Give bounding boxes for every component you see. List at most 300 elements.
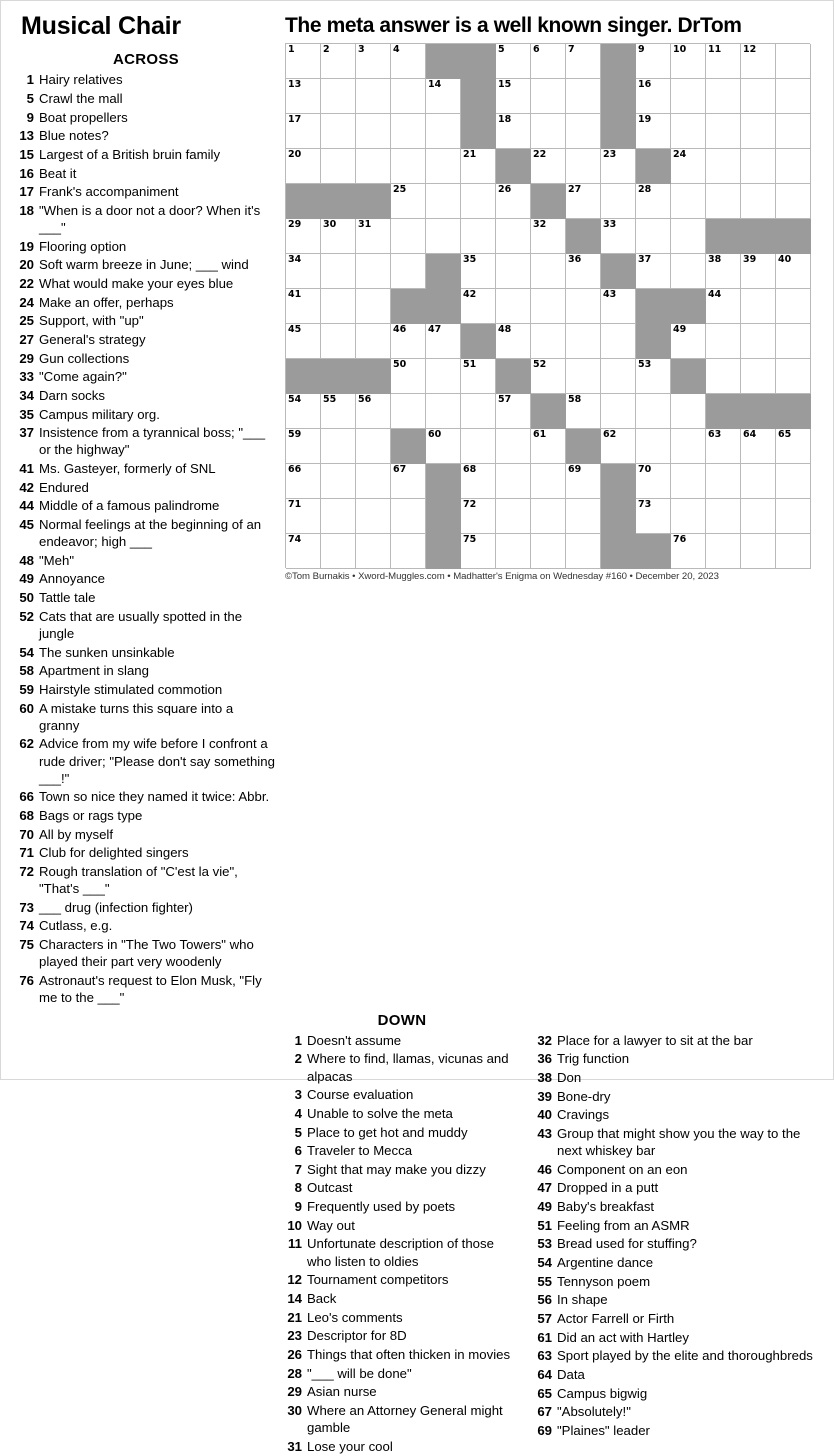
- grid-cell[interactable]: [286, 114, 321, 149]
- down-clue-item[interactable]: [533, 1347, 819, 1364]
- grid-cell[interactable]: [321, 534, 356, 569]
- grid-cell[interactable]: [426, 114, 461, 149]
- grid-cell[interactable]: [776, 324, 811, 359]
- across-clue-item[interactable]: [15, 331, 277, 348]
- across-clue-item[interactable]: [15, 936, 277, 970]
- across-clue-text: Advice from my wife before I confront a rude driver; "Please don't say something ___!": [39, 736, 275, 786]
- down-clue-item[interactable]: [533, 1032, 819, 1049]
- grid-cell[interactable]: [566, 289, 601, 324]
- grid-cell[interactable]: [531, 359, 566, 394]
- grid-cell[interactable]: [321, 429, 356, 464]
- down-clue-item[interactable]: [533, 1422, 819, 1439]
- down-clue-item[interactable]: [533, 1161, 819, 1178]
- grid-cell[interactable]: [356, 499, 391, 534]
- across-clue-item[interactable]: [15, 368, 277, 385]
- down-clue-item[interactable]: [533, 1217, 819, 1234]
- grid-cell-number: 47: [428, 324, 442, 336]
- grid-cell[interactable]: [601, 184, 636, 219]
- down-clue-item[interactable]: [533, 1198, 819, 1215]
- across-clue-item[interactable]: [15, 807, 277, 824]
- grid-cell[interactable]: [706, 254, 741, 289]
- down-clue-number: 65: [537, 1385, 552, 1401]
- grid-cell[interactable]: [636, 394, 671, 429]
- grid-cell[interactable]: [741, 254, 776, 289]
- grid-cell[interactable]: [636, 499, 671, 534]
- across-clue-item[interactable]: [15, 899, 277, 916]
- grid-cell[interactable]: [321, 289, 356, 324]
- grid-cell[interactable]: [321, 114, 356, 149]
- grid-cell[interactable]: [321, 324, 356, 359]
- grid-cell[interactable]: [356, 324, 391, 359]
- grid-cell[interactable]: [601, 149, 636, 184]
- grid-cell[interactable]: [426, 79, 461, 114]
- across-clue-item[interactable]: [15, 275, 277, 292]
- grid-cell[interactable]: [391, 499, 426, 534]
- grid-cell[interactable]: [461, 429, 496, 464]
- across-clue-item[interactable]: [15, 312, 277, 329]
- grid-cell[interactable]: [426, 394, 461, 429]
- grid-cell[interactable]: [776, 429, 811, 464]
- across-clue-item[interactable]: [15, 90, 277, 107]
- across-clue-item[interactable]: [15, 844, 277, 861]
- across-clue-number: 9: [26, 109, 34, 125]
- across-clue-text: All by myself: [39, 826, 114, 842]
- down-clue-text: Way out: [307, 1217, 355, 1233]
- grid-cell[interactable]: [321, 44, 356, 79]
- down-clue-item[interactable]: [283, 1365, 521, 1382]
- down-clue-number: 63: [537, 1348, 552, 1364]
- across-clue-item[interactable]: [15, 479, 277, 496]
- across-clue-item[interactable]: [15, 109, 277, 126]
- across-clue-item[interactable]: [15, 972, 277, 1006]
- grid-cell[interactable]: [356, 44, 391, 79]
- grid-cell[interactable]: [461, 464, 496, 499]
- grid-cell[interactable]: [496, 534, 531, 569]
- grid-cell[interactable]: [776, 149, 811, 184]
- grid-cell-number: 66: [288, 464, 302, 476]
- grid-cell[interactable]: [356, 219, 391, 254]
- across-clue-item[interactable]: [15, 917, 277, 934]
- grid-cell[interactable]: [671, 79, 706, 114]
- down-clue-item[interactable]: [283, 1438, 521, 1455]
- grid-cell[interactable]: [496, 79, 531, 114]
- grid-cell[interactable]: [671, 534, 706, 569]
- down-clue-item[interactable]: [533, 1310, 819, 1327]
- grid-cell[interactable]: [426, 184, 461, 219]
- down-clue-item[interactable]: [283, 1309, 521, 1326]
- across-clue-item[interactable]: [15, 387, 277, 404]
- grid-cell[interactable]: [531, 114, 566, 149]
- down-clue-text: Feeling from an ASMR: [557, 1217, 690, 1233]
- grid-cell[interactable]: [776, 44, 811, 79]
- grid-block-cell: [601, 464, 636, 499]
- grid-cell[interactable]: [531, 429, 566, 464]
- down-clue-item[interactable]: [283, 1105, 521, 1122]
- grid-cell[interactable]: [321, 394, 356, 429]
- grid-cell[interactable]: [391, 464, 426, 499]
- down-clue-item[interactable]: [533, 1069, 819, 1086]
- grid-cell[interactable]: [496, 44, 531, 79]
- grid-cell-number: 35: [463, 254, 477, 266]
- down-clue-number: 69: [537, 1423, 552, 1438]
- grid-cell[interactable]: [426, 149, 461, 184]
- down-clue-item[interactable]: [533, 1088, 819, 1105]
- down-clue-item[interactable]: [533, 1329, 819, 1346]
- grid-cell[interactable]: [741, 149, 776, 184]
- grid-cell[interactable]: [391, 149, 426, 184]
- grid-cell[interactable]: [426, 324, 461, 359]
- grid-cell[interactable]: [426, 219, 461, 254]
- grid-cell[interactable]: [741, 429, 776, 464]
- grid-cell[interactable]: [601, 219, 636, 254]
- grid-cell[interactable]: [566, 499, 601, 534]
- grid-cell-number: 75: [463, 534, 477, 546]
- across-clue-number: 29: [19, 350, 34, 366]
- grid-cell[interactable]: [321, 464, 356, 499]
- across-clue-number: 66: [19, 789, 34, 805]
- grid-cell[interactable]: [356, 464, 391, 499]
- grid-cell[interactable]: [531, 324, 566, 359]
- grid-cell[interactable]: [286, 429, 321, 464]
- grid-cell[interactable]: [496, 429, 531, 464]
- grid-cell[interactable]: [636, 464, 671, 499]
- grid-cell[interactable]: [776, 184, 811, 219]
- grid-cell[interactable]: [286, 499, 321, 534]
- grid-cell[interactable]: [391, 324, 426, 359]
- across-clue-item[interactable]: [15, 788, 277, 805]
- grid-cell[interactable]: [671, 429, 706, 464]
- grid-cell[interactable]: [706, 534, 741, 569]
- across-clue-item[interactable]: [15, 202, 277, 236]
- grid-cell[interactable]: [741, 184, 776, 219]
- grid-cell[interactable]: [321, 219, 356, 254]
- across-clue-number: 75: [19, 937, 34, 953]
- down-clue-item[interactable]: [283, 1179, 521, 1196]
- grid-cell[interactable]: [391, 394, 426, 429]
- grid-cell[interactable]: [636, 254, 671, 289]
- down-clue-item[interactable]: [283, 1383, 521, 1400]
- grid-cell[interactable]: [286, 324, 321, 359]
- down-clue-item[interactable]: [283, 1086, 521, 1103]
- grid-cell[interactable]: [531, 149, 566, 184]
- grid-cell[interactable]: [496, 289, 531, 324]
- grid-cell[interactable]: [671, 149, 706, 184]
- grid-cell[interactable]: [566, 184, 601, 219]
- down-clue-item[interactable]: [533, 1366, 819, 1383]
- grid-cell[interactable]: [566, 254, 601, 289]
- grid-cell[interactable]: [286, 394, 321, 429]
- grid-cell[interactable]: [636, 219, 671, 254]
- grid-cell-number: 56: [358, 394, 372, 406]
- grid-cell[interactable]: [741, 79, 776, 114]
- grid-cell[interactable]: [321, 254, 356, 289]
- grid-cell[interactable]: [356, 114, 391, 149]
- grid-cell[interactable]: [776, 359, 811, 394]
- down-clue-text: Leo's comments: [307, 1309, 403, 1325]
- grid-cell[interactable]: [776, 534, 811, 569]
- down-clue-item[interactable]: [283, 1217, 521, 1234]
- grid-cell[interactable]: [496, 324, 531, 359]
- grid-cell[interactable]: [566, 324, 601, 359]
- across-clue-item[interactable]: [15, 256, 277, 273]
- grid-cell[interactable]: [776, 254, 811, 289]
- down-clue-item[interactable]: [283, 1402, 521, 1436]
- grid-block-cell: [461, 324, 496, 359]
- grid-cell[interactable]: [741, 499, 776, 534]
- grid-cell[interactable]: [706, 114, 741, 149]
- down-clue-number: 7: [294, 1161, 302, 1177]
- grid-cell[interactable]: [391, 44, 426, 79]
- grid-cell-number: 51: [463, 359, 477, 371]
- crossword-grid[interactable]: [285, 43, 810, 568]
- grid-cell[interactable]: [671, 254, 706, 289]
- grid-cell[interactable]: [566, 394, 601, 429]
- down-clue-item[interactable]: [283, 1161, 521, 1178]
- down-clue-item[interactable]: [283, 1198, 521, 1215]
- grid-cell[interactable]: [496, 499, 531, 534]
- across-clue-item[interactable]: [15, 662, 277, 679]
- across-clue-item[interactable]: [15, 552, 277, 569]
- grid-cell[interactable]: [461, 184, 496, 219]
- grid-cell[interactable]: [741, 289, 776, 324]
- down-clue-item[interactable]: [533, 1291, 819, 1308]
- grid-cell[interactable]: [321, 149, 356, 184]
- across-clue-item[interactable]: [15, 516, 277, 550]
- across-clue-item[interactable]: [15, 71, 277, 88]
- across-clue-text: Insistence from a tyrannical boss; "___ or the highway": [39, 425, 266, 458]
- grid-cell[interactable]: [601, 289, 636, 324]
- across-clue-item[interactable]: [15, 700, 277, 734]
- grid-cell[interactable]: [286, 219, 321, 254]
- grid-cell[interactable]: [776, 499, 811, 534]
- grid-cell[interactable]: [461, 289, 496, 324]
- down-clue-item[interactable]: [283, 1271, 521, 1288]
- grid-cell[interactable]: [671, 44, 706, 79]
- grid-cell[interactable]: [671, 184, 706, 219]
- grid-cell[interactable]: [706, 499, 741, 534]
- grid-cell[interactable]: [636, 429, 671, 464]
- grid-cell[interactable]: [741, 464, 776, 499]
- across-clue-item[interactable]: [15, 165, 277, 182]
- grid-cell[interactable]: [496, 219, 531, 254]
- grid-cell[interactable]: [321, 79, 356, 114]
- grid-cell[interactable]: [356, 79, 391, 114]
- across-clue-item[interactable]: [15, 294, 277, 311]
- across-clue-text: "Come again?": [39, 369, 127, 385]
- grid-cell[interactable]: [286, 534, 321, 569]
- across-clue-item[interactable]: [15, 406, 277, 423]
- grid-cell[interactable]: [706, 429, 741, 464]
- grid-cell[interactable]: [636, 79, 671, 114]
- down-clue-item[interactable]: [283, 1346, 521, 1363]
- grid-cell[interactable]: [671, 394, 706, 429]
- grid-cell[interactable]: [356, 149, 391, 184]
- grid-cell[interactable]: [566, 359, 601, 394]
- across-clue-item[interactable]: [15, 127, 277, 144]
- grid-cell[interactable]: [566, 79, 601, 114]
- grid-cell[interactable]: [391, 79, 426, 114]
- across-clue-item[interactable]: [15, 863, 277, 897]
- down-clue-item[interactable]: [283, 1124, 521, 1141]
- across-clue-item[interactable]: [15, 608, 277, 642]
- across-clue-item[interactable]: [15, 570, 277, 587]
- grid-cell[interactable]: [776, 464, 811, 499]
- grid-cell-number: 21: [463, 149, 477, 161]
- grid-cell[interactable]: [461, 394, 496, 429]
- grid-cell[interactable]: [531, 219, 566, 254]
- grid-cell[interactable]: [356, 289, 391, 324]
- down-clue-item[interactable]: [283, 1032, 521, 1049]
- grid-cell[interactable]: [531, 79, 566, 114]
- down-clue-item[interactable]: [533, 1050, 819, 1067]
- across-clue-item[interactable]: [15, 424, 277, 458]
- grid-cell[interactable]: [601, 394, 636, 429]
- grid-cell-number: 33: [603, 219, 617, 231]
- grid-cell[interactable]: [601, 324, 636, 359]
- grid-cell[interactable]: [286, 149, 321, 184]
- down-clue-number: 32: [537, 1032, 552, 1048]
- grid-cell[interactable]: [741, 359, 776, 394]
- grid-cell[interactable]: [776, 79, 811, 114]
- down-clue-number: 31: [287, 1438, 302, 1454]
- down-clue-item[interactable]: [283, 1142, 521, 1159]
- down-clue-item[interactable]: [533, 1125, 819, 1159]
- down-clue-number: 43: [537, 1126, 552, 1141]
- grid-cell[interactable]: [741, 324, 776, 359]
- across-clue-item[interactable]: [15, 826, 277, 843]
- grid-cell[interactable]: [461, 254, 496, 289]
- grid-cell[interactable]: [496, 114, 531, 149]
- grid-cell[interactable]: [531, 499, 566, 534]
- grid-cell[interactable]: [706, 44, 741, 79]
- grid-cell[interactable]: [706, 359, 741, 394]
- grid-cell[interactable]: [356, 394, 391, 429]
- down-clue-item[interactable]: [283, 1327, 521, 1344]
- grid-cell[interactable]: [496, 184, 531, 219]
- grid-cell[interactable]: [776, 289, 811, 324]
- grid-cell[interactable]: [391, 359, 426, 394]
- across-clue-item[interactable]: [15, 644, 277, 661]
- across-clue-item[interactable]: [15, 681, 277, 698]
- grid-cell[interactable]: [391, 219, 426, 254]
- grid-cell[interactable]: [671, 114, 706, 149]
- grid-block-cell: [671, 359, 706, 394]
- across-clue-number: 45: [19, 517, 34, 532]
- grid-cell[interactable]: [531, 464, 566, 499]
- grid-cell[interactable]: [461, 149, 496, 184]
- grid-cell[interactable]: [496, 394, 531, 429]
- grid-cell[interactable]: [741, 114, 776, 149]
- grid-cell[interactable]: [286, 464, 321, 499]
- down-clue-item[interactable]: [533, 1106, 819, 1123]
- grid-cell[interactable]: [741, 534, 776, 569]
- down-clue-item[interactable]: [283, 1235, 521, 1269]
- grid-cell[interactable]: [286, 44, 321, 79]
- grid-cell[interactable]: [671, 499, 706, 534]
- grid-cell[interactable]: [671, 324, 706, 359]
- grid-cell[interactable]: [391, 534, 426, 569]
- down-clue-text: Bone-dry: [557, 1088, 611, 1104]
- grid-cell[interactable]: [706, 289, 741, 324]
- grid-cell[interactable]: [461, 359, 496, 394]
- grid-cell[interactable]: [356, 429, 391, 464]
- down-clue-item[interactable]: [533, 1403, 819, 1420]
- across-clue-item[interactable]: [15, 589, 277, 606]
- grid-cell[interactable]: [461, 534, 496, 569]
- across-clue-item[interactable]: [15, 146, 277, 163]
- grid-cell[interactable]: [706, 79, 741, 114]
- grid-cell[interactable]: [601, 429, 636, 464]
- grid-cell[interactable]: [496, 254, 531, 289]
- grid-cell[interactable]: [566, 44, 601, 79]
- grid-cell[interactable]: [671, 219, 706, 254]
- grid-cell[interactable]: [671, 464, 706, 499]
- grid-cell[interactable]: [356, 254, 391, 289]
- meta-instruction: The meta answer is a well known singer. DrTom: [285, 14, 742, 37]
- grid-cell[interactable]: [531, 534, 566, 569]
- across-clue-item[interactable]: [15, 350, 277, 367]
- across-clue-item[interactable]: [15, 735, 277, 786]
- grid-cell[interactable]: [566, 464, 601, 499]
- grid-cell[interactable]: [426, 359, 461, 394]
- grid-cell[interactable]: [286, 254, 321, 289]
- across-clue-item[interactable]: [15, 183, 277, 200]
- grid-cell[interactable]: [531, 289, 566, 324]
- grid-cell[interactable]: [356, 534, 391, 569]
- down-clue-item[interactable]: [283, 1290, 521, 1307]
- grid-cell[interactable]: [286, 79, 321, 114]
- grid-cell[interactable]: [531, 254, 566, 289]
- grid-cell[interactable]: [741, 44, 776, 79]
- grid-cell[interactable]: [391, 114, 426, 149]
- across-clue-item[interactable]: [15, 460, 277, 477]
- down-clue-item[interactable]: [533, 1254, 819, 1271]
- grid-cell[interactable]: [636, 184, 671, 219]
- grid-cell[interactable]: [566, 149, 601, 184]
- down-clue-item[interactable]: [533, 1235, 819, 1252]
- grid-cell[interactable]: [636, 114, 671, 149]
- down-clue-item[interactable]: [533, 1179, 819, 1196]
- grid-cell[interactable]: [391, 184, 426, 219]
- grid-cell[interactable]: [426, 429, 461, 464]
- grid-cell[interactable]: [286, 289, 321, 324]
- grid-cell[interactable]: [636, 359, 671, 394]
- grid-cell[interactable]: [706, 324, 741, 359]
- grid-cell[interactable]: [566, 534, 601, 569]
- down-clue-item[interactable]: [533, 1385, 819, 1402]
- down-clue-item[interactable]: [533, 1273, 819, 1290]
- across-clue-text: Cats that are usually spotted in the jungle: [39, 608, 243, 641]
- grid-cell[interactable]: [461, 499, 496, 534]
- down-clue-text: Asian nurse: [307, 1384, 377, 1400]
- grid-cell[interactable]: [636, 44, 671, 79]
- grid-cell[interactable]: [706, 464, 741, 499]
- grid-cell[interactable]: [706, 184, 741, 219]
- grid-cell[interactable]: [496, 464, 531, 499]
- grid-cell[interactable]: [776, 114, 811, 149]
- grid-cell[interactable]: [531, 44, 566, 79]
- across-clue-item[interactable]: [15, 238, 277, 255]
- grid-cell[interactable]: [461, 219, 496, 254]
- grid-cell[interactable]: [321, 499, 356, 534]
- grid-cell[interactable]: [706, 149, 741, 184]
- grid-cell-number: 65: [778, 429, 792, 441]
- across-clue-item[interactable]: [15, 497, 277, 514]
- across-clue-text: Frank's accompaniment: [39, 184, 179, 200]
- grid-cell[interactable]: [601, 359, 636, 394]
- grid-cell[interactable]: [566, 114, 601, 149]
- grid-cell[interactable]: [391, 254, 426, 289]
